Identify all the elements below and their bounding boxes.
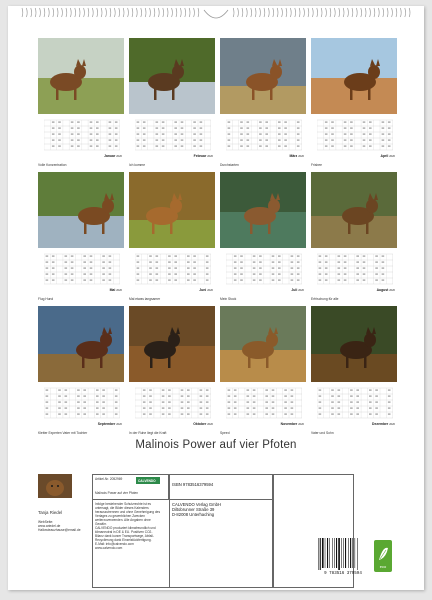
month-label xyxy=(381,154,395,158)
month-year: 2020 xyxy=(207,423,213,426)
photo-caption: Frisbee xyxy=(311,163,322,167)
author-photo xyxy=(38,474,72,498)
month-calendar-grid xyxy=(317,116,393,156)
eco-label: eco xyxy=(379,564,387,569)
month-name: Juni xyxy=(199,288,207,292)
month-photo xyxy=(220,172,306,248)
publisher-line: Diltobrunner Straße 39 xyxy=(172,507,215,513)
month-name: Oktober xyxy=(193,422,207,426)
month-year: 2020 xyxy=(389,155,395,158)
month-year: 2020 xyxy=(116,423,122,426)
author-web-line: www.ariedel.de xyxy=(38,524,61,528)
month-name: Juli xyxy=(291,288,298,292)
photo-caption: Speed xyxy=(220,431,230,435)
month-name: Dezember xyxy=(372,422,389,426)
month-label xyxy=(98,422,122,426)
month-calendar-grid xyxy=(135,250,211,290)
order-info xyxy=(92,474,352,586)
month-year: 2020 xyxy=(207,289,213,292)
month-label xyxy=(193,422,213,426)
month-name: August xyxy=(376,288,389,292)
calendar-title: Malinois Power auf vier Pfoten xyxy=(135,439,297,451)
month-calendar-grid xyxy=(44,250,120,290)
legal-line: klimaneutral in DE & EU. Positiven CO2- xyxy=(95,530,153,534)
isbn: ISBN 9783516379594 xyxy=(172,482,214,487)
month-photo xyxy=(38,172,124,248)
month-photo xyxy=(129,306,215,382)
month-year: 2020 xyxy=(389,423,395,426)
month-photo xyxy=(311,38,397,114)
author-web-line: Hallowieauzhause@email.de xyxy=(38,528,81,532)
month-photo xyxy=(129,38,215,114)
legal-line: Infolge bestehender Schutzrechte ist es xyxy=(95,502,151,506)
author-name: Tanja Riedel xyxy=(38,510,63,515)
month-name: April xyxy=(380,154,389,158)
photo-caption: Mal etwas langsamer xyxy=(129,297,161,301)
photo-caption: Ich komme xyxy=(129,163,146,167)
month-name: Januar xyxy=(104,154,116,158)
month-label xyxy=(281,422,304,426)
month-name: November xyxy=(280,422,298,426)
article-number: Artikel-Nr. 2052969 xyxy=(95,477,123,481)
month-calendar-grid xyxy=(135,384,211,424)
month-year: 2020 xyxy=(116,289,122,292)
month-calendar-grid xyxy=(226,384,302,424)
photo-caption: Vater und Sohn xyxy=(311,431,334,435)
month-year: 2020 xyxy=(298,423,304,426)
photo-caption: Flug Hund xyxy=(38,297,54,301)
month-label xyxy=(110,288,122,292)
legal-line: E-Mail: info@calvendo.com xyxy=(95,542,134,546)
photo-caption: Volle Konzentration xyxy=(38,163,67,167)
month-calendar-grid xyxy=(317,250,393,290)
month-photo xyxy=(220,306,306,382)
legal-line: www.calvendo.com xyxy=(95,546,123,550)
legal-line: weiterzuverwenden. Alle Angaben ohne xyxy=(95,518,151,522)
month-label xyxy=(194,154,213,158)
product-name: Malinois Power auf vier Pfoten xyxy=(95,491,139,495)
publisher-line: CALVENDO Verlag GmbH xyxy=(172,502,222,507)
month-calendar-grid xyxy=(226,116,302,156)
month-year: 2020 xyxy=(298,289,304,292)
month-calendar-grid xyxy=(44,384,120,424)
month-name: September xyxy=(97,422,116,426)
month-photo xyxy=(38,306,124,382)
month-label xyxy=(104,154,122,158)
publisher-line: D-82008 Unterhaching xyxy=(172,512,215,518)
legal-notice xyxy=(95,502,160,550)
month-calendar-grid xyxy=(44,116,120,156)
month-name: Februar xyxy=(193,154,207,158)
month-name: Mai xyxy=(109,288,116,292)
month-calendar-grid xyxy=(226,250,302,290)
legal-line: untersagt, die Bilder dieses Kalenders xyxy=(95,506,149,510)
barcode-digits: 9 783516 379594 xyxy=(324,572,362,576)
month-label xyxy=(291,288,304,292)
legal-line: herauszutrennen und ohne Genehmigung des xyxy=(95,510,161,514)
legal-line: Recyclierung dank Einzelstückfertigung. xyxy=(95,538,152,542)
month-year: 2020 xyxy=(116,155,122,158)
author-web-label: WebSeite: xyxy=(38,520,54,524)
month-label xyxy=(290,154,304,158)
spiral-binding xyxy=(8,6,424,26)
month-name: März xyxy=(289,154,298,158)
month-label xyxy=(199,288,213,292)
month-calendar-grid xyxy=(317,384,393,424)
barcode xyxy=(314,536,372,576)
photo-caption: Mein Stock xyxy=(220,297,237,301)
eco-badge xyxy=(374,540,392,572)
photo-caption: Durchstarten xyxy=(220,163,239,167)
publisher xyxy=(172,502,221,518)
month-photo xyxy=(38,38,124,114)
legal-line: Bilanz dank kurzer Transportwege, Abfall- xyxy=(95,534,154,538)
photo-caption: In der Ruhe liegt die Kraft xyxy=(129,431,167,435)
month-label xyxy=(377,288,395,292)
legal-line: CALVENDO produziert klimafreundlich und xyxy=(95,526,156,530)
month-label xyxy=(372,422,395,426)
month-photo xyxy=(311,172,397,248)
month-year: 2020 xyxy=(389,289,395,292)
month-photo xyxy=(311,306,397,382)
calendar-back-page xyxy=(8,6,424,590)
photo-caption: Erfrischung für alle xyxy=(311,297,339,301)
photo-caption: Kletter Experten Vater mit Tochter xyxy=(38,431,88,435)
calvendo-logo: CALVENDO xyxy=(136,477,160,484)
month-year: 2020 xyxy=(207,155,213,158)
legal-line: Gewähr. xyxy=(95,522,107,526)
legal-line: Verlages zu gewerblichen Zwecken xyxy=(95,514,145,518)
month-photo xyxy=(220,38,306,114)
author-web xyxy=(38,520,81,532)
month-year: 2020 xyxy=(298,155,304,158)
month-photo xyxy=(129,172,215,248)
month-calendar-grid xyxy=(135,116,211,156)
